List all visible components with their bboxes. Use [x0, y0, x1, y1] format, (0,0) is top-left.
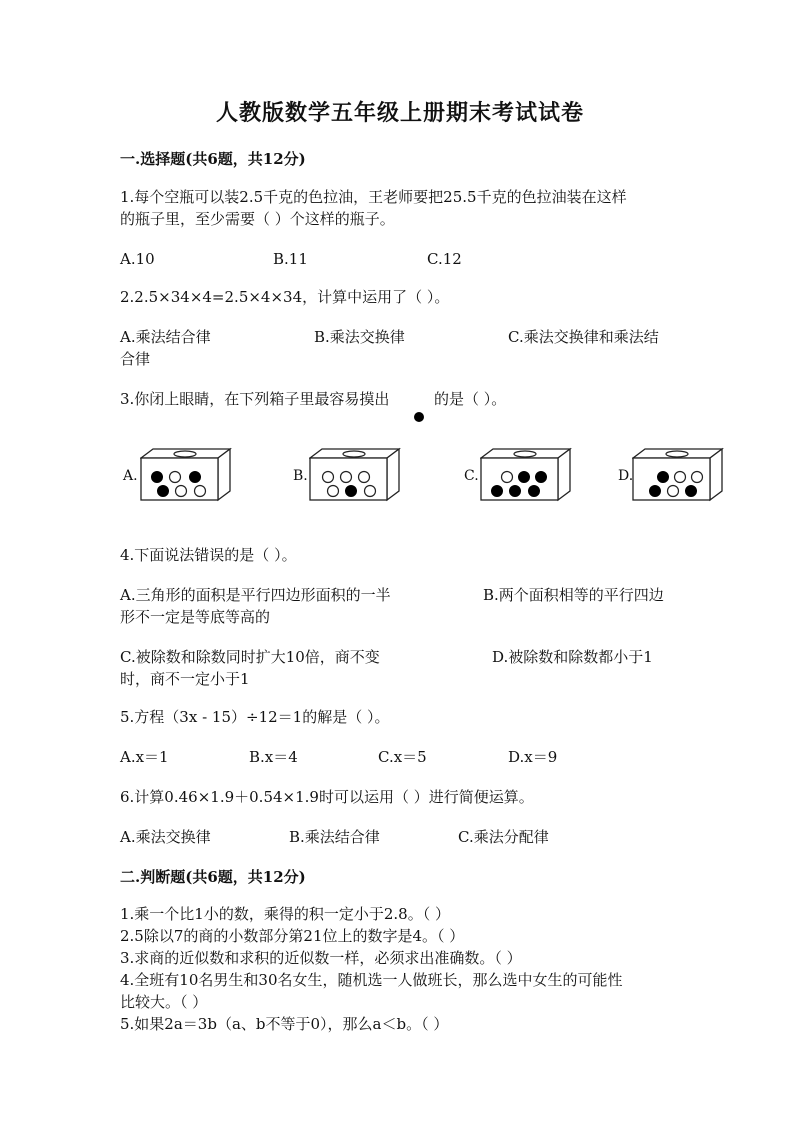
box-d-figure: [632, 446, 724, 502]
judgement-item-5: 5.如果2a＝3b（a、b不等于0），那么a＜b。（ ）: [120, 1015, 449, 1033]
box-label-b: B.: [293, 468, 308, 484]
question-2-line-1: 2.2.5×34×4=2.5×4×34，计算中运用了（ ）。: [120, 288, 450, 306]
question-2-option-b: B.乘法交换律: [314, 328, 405, 346]
box-label-c: C.: [464, 468, 479, 484]
question-3-line-1: 3.你闭上眼睛，在下列箱子里最容易摸出: [120, 390, 390, 408]
question-2-option-c: C.乘法交换律和乘法结: [508, 328, 659, 346]
judgement-item-4-wrap: 比较大。（ ）: [120, 993, 208, 1011]
question-1-option-b: B.11: [273, 250, 308, 268]
question-5-option-c: C.x＝5: [378, 748, 427, 766]
question-5-option-a: A.x＝1: [120, 748, 169, 766]
box-label-a: A.: [123, 468, 138, 484]
question-4-option-d: D.被除数和除数都小于1: [492, 648, 653, 666]
box-b-figure: [309, 446, 401, 502]
question-5-option-d: D.x＝9: [508, 748, 558, 766]
question-6-option-a: A.乘法交换律: [120, 828, 211, 846]
question-6-option-b: B.乘法结合律: [289, 828, 380, 846]
question-4-option-c: C.被除数和除数同时扩大10倍，商不变: [120, 648, 380, 666]
question-4-option-b-wrap: 形不一定是等底等高的: [120, 608, 271, 626]
question-6-line-1: 6.计算0.46×1.9＋0.54×1.9时可以运用（ ）进行简便运算。: [120, 788, 534, 806]
question-4-option-b: B.两个面积相等的平行四边: [483, 586, 664, 604]
section-heading-judgement: 二.判断题(共6题，共12分): [120, 868, 306, 886]
question-4-option-d-wrap: 时，商不一定小于1: [120, 670, 250, 688]
question-3-line-1-end: 的是（ ）。: [434, 390, 507, 408]
judgement-item-3: 3.求商的近似数和求积的近似数一样，必须求出准确数。（ ）: [120, 949, 522, 967]
question-2-option-a: A.乘法结合律: [120, 328, 211, 346]
question-2-option-c-wrap: 合律: [120, 350, 151, 368]
box-c-figure: [480, 446, 572, 502]
question-1-option-a: A.10: [120, 250, 155, 268]
section-heading-choice: 一.选择题(共6题，共12分): [120, 150, 306, 168]
question-1-line-1: 1.每个空瓶可以装2.5千克的色拉油，王老师要把25.5千克的色拉油装在这样: [120, 188, 627, 206]
page-title: 人教版数学五年级上册期末考试试卷: [215, 100, 584, 126]
black-ball-icon: [414, 412, 424, 422]
box-a-figure: [140, 446, 232, 502]
question-4-option-a: A.三角形的面积是平行四边形面积的一半: [120, 586, 391, 604]
judgement-item-1: 1.乘一个比1小的数，乘得的积一定小于2.8。（ ）: [120, 905, 450, 923]
box-label-d: D.: [618, 468, 634, 484]
question-6-option-c: C.乘法分配律: [458, 828, 549, 846]
question-4-line-1: 4.下面说法错误的是（ ）。: [120, 546, 297, 564]
judgement-item-4: 4.全班有10名男生和30名女生，随机选一人做班长，那么选中女生的可能性: [120, 971, 623, 989]
question-1-line-2: 的瓶子里，至少需要（ ）个这样的瓶子。: [120, 210, 395, 228]
question-1-option-c: C.12: [427, 250, 462, 268]
judgement-item-2: 2.5除以7的商的小数部分第21位上的数字是4。（ ）: [120, 927, 465, 945]
question-5-line-1: 5.方程（3x - 15）÷12＝1的解是（ ）。: [120, 708, 390, 726]
question-5-option-b: B.x＝4: [249, 748, 298, 766]
